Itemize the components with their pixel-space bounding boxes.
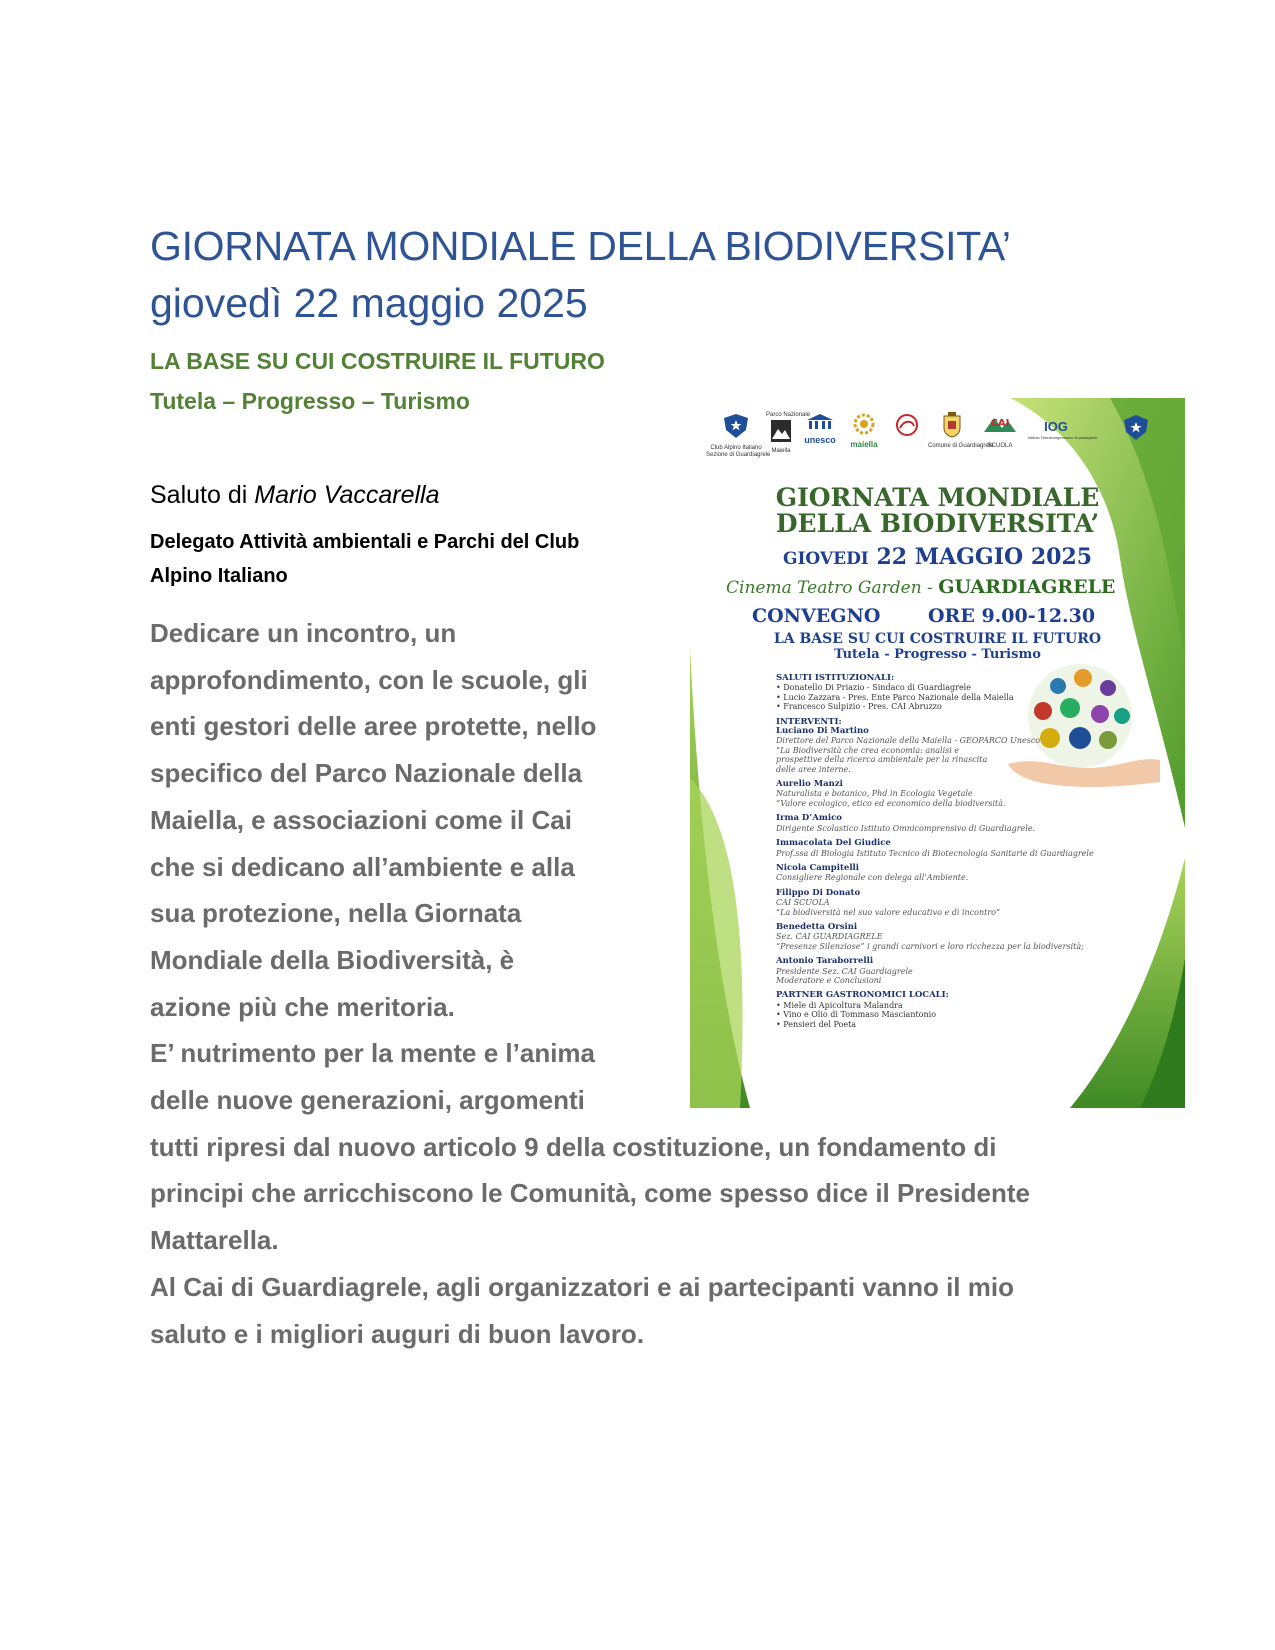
- poster-theme-line2: Tutela - Progresso - Turismo: [834, 647, 1041, 662]
- body-line: azione più che meritoria.: [150, 991, 455, 1022]
- parco-maiella-logo: [766, 412, 811, 455]
- comune-guardiagrele-logo: [928, 412, 994, 450]
- swirl-icon: [894, 412, 920, 438]
- cai-scuola-icon: [980, 412, 1020, 438]
- cai-scuola-logo: [978, 412, 1022, 450]
- speaker-name: Nicola Campitelli: [776, 862, 859, 873]
- partner-item: • Vino e Olio di Tommaso Masciantonio: [776, 1010, 937, 1020]
- speaker-name: Aurelio Manzi: [776, 779, 843, 790]
- poster-title-line1: GIORNATA MONDIALE: [775, 483, 1100, 512]
- page-title-date: giovedì 22 maggio 2025: [150, 280, 588, 326]
- cai-logo: [706, 412, 771, 459]
- cai-logo-right: [1116, 412, 1156, 447]
- partner-item: • Miele di Apicoltura Malandra: [776, 1000, 903, 1010]
- body-line: specifico del Parco Nazionale della: [150, 758, 583, 789]
- saluti-heading: SALUTI ISTITUZIONALI:: [776, 673, 895, 683]
- speaker-name: Luciano Di Martino: [776, 726, 869, 737]
- scuola-logo-text: SCUOLA: [987, 443, 1013, 449]
- speaker-name: Irma D’Amico: [776, 813, 842, 824]
- iog-logo-subtext: Istituto Omnicomprensivo Guardiagrele: [1028, 435, 1098, 440]
- comune-logo-text: Comune di Guardiagrele: [928, 443, 994, 449]
- body-line: saluto e i migliori auguri di buon lavoro.: [150, 1318, 645, 1349]
- maiella-geopark-logo: [842, 412, 886, 448]
- poster-time: ORE 9.00-12.30: [928, 605, 1096, 627]
- mountain-icon: [770, 419, 792, 443]
- speaker-name: Filippo Di Donato: [776, 887, 861, 898]
- speaker-detail: Sez. CAI GUARDIAGRELE: [776, 932, 883, 942]
- body-line: enti gestori delle aree protette, nello: [150, 711, 597, 742]
- parco-logo-text: Parco Nazionale: [766, 412, 811, 418]
- saluti-item: • Donatello Di Priazio - Sindaco di Guardiagrele: [776, 683, 971, 693]
- coat-of-arms-icon: [942, 412, 962, 438]
- speaker-detail: “La Biodiversità che crea economia: analisi e: [776, 745, 960, 755]
- body-line: Maiella, e associazioni come il Cai: [150, 804, 572, 835]
- poster-convegno: CONVEGNO: [752, 605, 881, 627]
- body-line: E’ nutrimento per la mente e l’anima: [150, 1038, 596, 1069]
- speaker-name: Antonio Taraborrelli: [776, 956, 874, 967]
- cai-shield-icon: [721, 412, 751, 440]
- body-line: che si dedicano all’ambiente e alla: [150, 851, 575, 882]
- speaker-detail: Dirigente Scolastico Istituto Omnicomprensivo di Guardiagrele.: [776, 823, 1036, 833]
- event-poster: [690, 398, 1185, 1108]
- poster-title-line2: DELLA BIODIVERSITA’: [775, 509, 1100, 538]
- speaker-detail: delle aree interne.: [776, 764, 851, 774]
- poster-venue: [726, 576, 1115, 598]
- speaker-detail: Presidente Sez. CAI Guardiagrele: [776, 966, 913, 976]
- iog-logo-text: IOG: [1044, 419, 1068, 434]
- speaker-detail: “La biodiversità nel suo valore educativo e di incontro”: [776, 907, 1001, 917]
- body-line: Mondiale della Biodiversità, è: [150, 944, 515, 975]
- maiella-logo-text: Maiella: [771, 448, 791, 454]
- unesco-logo-text: unesco: [804, 435, 836, 445]
- speaker-name: Benedetta Orsini: [776, 921, 858, 932]
- saluti-item: • Francesco Sulpizio - Pres. CAI Abruzzo: [776, 702, 942, 712]
- poster-theme-line1: LA BASE SU CUI COSTRUIRE IL FUTURO: [773, 631, 1102, 647]
- partner-item: • Pensieri del Poeta: [776, 1019, 857, 1029]
- speaker-detail: Direttore del Parco Nazionale della Maiella - GEOPARCO Unesco: [776, 736, 1041, 746]
- subtitle-heading: LA BASE SU CUI COSTRUIRE IL FUTURO: [150, 348, 605, 374]
- body-line: sua protezione, nella Giornata: [150, 898, 522, 929]
- speaker-detail: Moderatore e Conclusioni: [776, 975, 882, 985]
- red-swirl-logo: [890, 412, 924, 443]
- speaker-detail: CAI SCUOLA: [776, 898, 830, 908]
- poster-date: [690, 544, 1185, 570]
- poster-venue-name: Cinema Teatro Garden -: [726, 578, 933, 598]
- speaker-detail: Naturalista e botanico, Phd in Ecologia Vegetale: [776, 789, 973, 799]
- body-line: Mattarella.: [150, 1225, 279, 1256]
- geopark-sun-icon: [852, 412, 876, 436]
- speaker-detail: “Presenze Silenziose” i grandi carnivori e loro ricchezza per la biodiversità;: [776, 941, 1084, 951]
- body-line: delle nuove generazioni, argomenti: [150, 1085, 585, 1116]
- unesco-logo: [800, 412, 840, 444]
- poster-program: [776, 670, 1136, 1029]
- partner-heading: PARTNER GASTRONOMICI LOCALI:: [776, 990, 949, 1001]
- author-role: Delegato Attività ambientali e Parchi del Club Alpino Italiano: [150, 531, 580, 587]
- svg-text:CAI: CAI: [990, 418, 1010, 429]
- poster-day: GIOVEDI: [782, 549, 869, 569]
- speaker-detail: Prof.ssa di Biologia Istituto Tecnico di Biotecnologia Sanitarie di Guardiagrele: [776, 848, 1094, 858]
- saluti-item: • Lucio Zazzara - Pres. Ente Parco Nazionale della Maiella: [776, 692, 1014, 702]
- body-line: approfondimento, con le scuole, gli: [150, 664, 588, 695]
- greeting-author-name: Mario Vaccarella: [254, 481, 440, 509]
- speaker-detail: prospettive della ricerca ambientale per la rinascita: [776, 755, 988, 765]
- poster-date-value: 22 MAGGIO 2025: [876, 544, 1093, 570]
- body-line: principi che arricchiscono le Comunità, come spesso dice il Presidente: [150, 1178, 1030, 1209]
- interventi-heading: INTERVENTI:: [776, 716, 842, 727]
- subtitle-tagline: Tutela – Progresso – Turismo: [150, 388, 470, 414]
- speaker-detail: “Valore ecologico, etico ed economico della biodiversità.: [776, 798, 1006, 808]
- speaker-detail: Consigliere Regionale con delega all’Ambiente.: [776, 873, 969, 883]
- unesco-temple-icon: [803, 412, 837, 432]
- greeting-prefix: Saluto di: [150, 481, 248, 509]
- poster-logo-strip: [706, 412, 1166, 470]
- page-title: GIORNATA MONDIALE DELLA BIODIVERSITA’: [150, 223, 1011, 269]
- body-line: tutti ripresi dal nuovo articolo 9 della costituzione, un fondamento di: [150, 1131, 997, 1162]
- cai-shield-icon: [1121, 412, 1151, 442]
- cai-logo-text: Club Alpino Italiano: [710, 445, 762, 451]
- body-line: Dedicare un incontro, un: [150, 618, 457, 648]
- body-line: Al Cai di Guardiagrele, agli organizzatori e ai partecipanti vanno il mio: [150, 1271, 1014, 1302]
- iog-logo: [1028, 412, 1098, 441]
- speaker-name: Immacolata Del Giudice: [776, 838, 891, 849]
- geopark-logo-text: maiella: [850, 440, 878, 449]
- poster-city: GUARDIAGRELE: [938, 576, 1116, 598]
- cai-logo-subtext: Sezione di Guardiagrele: [706, 452, 771, 458]
- greeting-heading: [150, 481, 440, 510]
